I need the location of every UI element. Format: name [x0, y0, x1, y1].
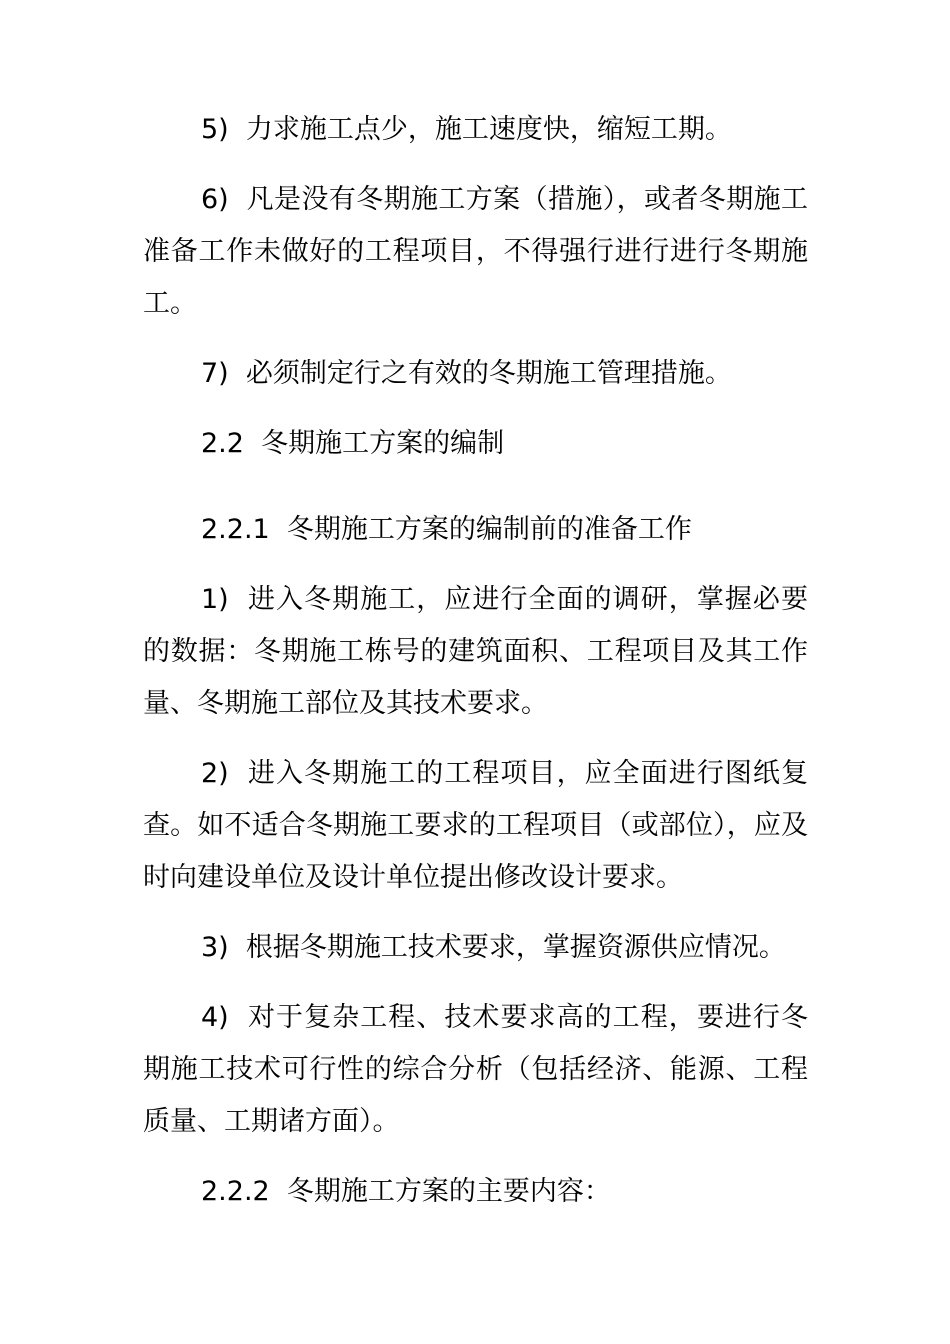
paragraph-item-5: 5) 力求施工点少，施工速度快，缩短工期。	[201, 114, 732, 145]
paragraph-item-2: 2) 进入冬期施工的工程项目，应全面进行图纸复查。如不适合冬期施工要求的工程项目（或部位），应及时向建设单位及设计单位提出修改设计要求。	[143, 758, 808, 893]
document-body	[143, 104, 808, 1218]
section-heading-2-2: 2.2 冬期施工方案的编制	[201, 428, 505, 459]
section-heading-2-2-2: 2.2.2 冬期施工方案的主要内容：	[201, 1176, 611, 1207]
paragraph-item-4: 4) 对于复杂工程、技术要求高的工程，要进行冬期施工技术可行性的综合分析（包括经济、能源、工程质量、工期诸方面）。	[143, 1002, 808, 1137]
paragraph-item-1: 1) 进入冬期施工，应进行全面的调研，掌握必要的数据：冬期施工栋号的建筑面积、工程项目及其工作量、冬期施工部位及其技术要求。	[143, 584, 808, 719]
paragraph-item-6: 6) 凡是没有冬期施工方案（措施），或者冬期施工准备工作未做好的工程项目，不得强行进行进行冬期施工。	[143, 184, 808, 319]
section-heading-2-2-1: 2.2.1 冬期施工方案的编制前的准备工作	[201, 514, 692, 545]
paragraph-item-3: 3) 根据冬期施工技术要求，掌握资源供应情况。	[201, 932, 786, 963]
paragraph-item-7: 7) 必须制定行之有效的冬期施工管理措施。	[201, 358, 732, 389]
